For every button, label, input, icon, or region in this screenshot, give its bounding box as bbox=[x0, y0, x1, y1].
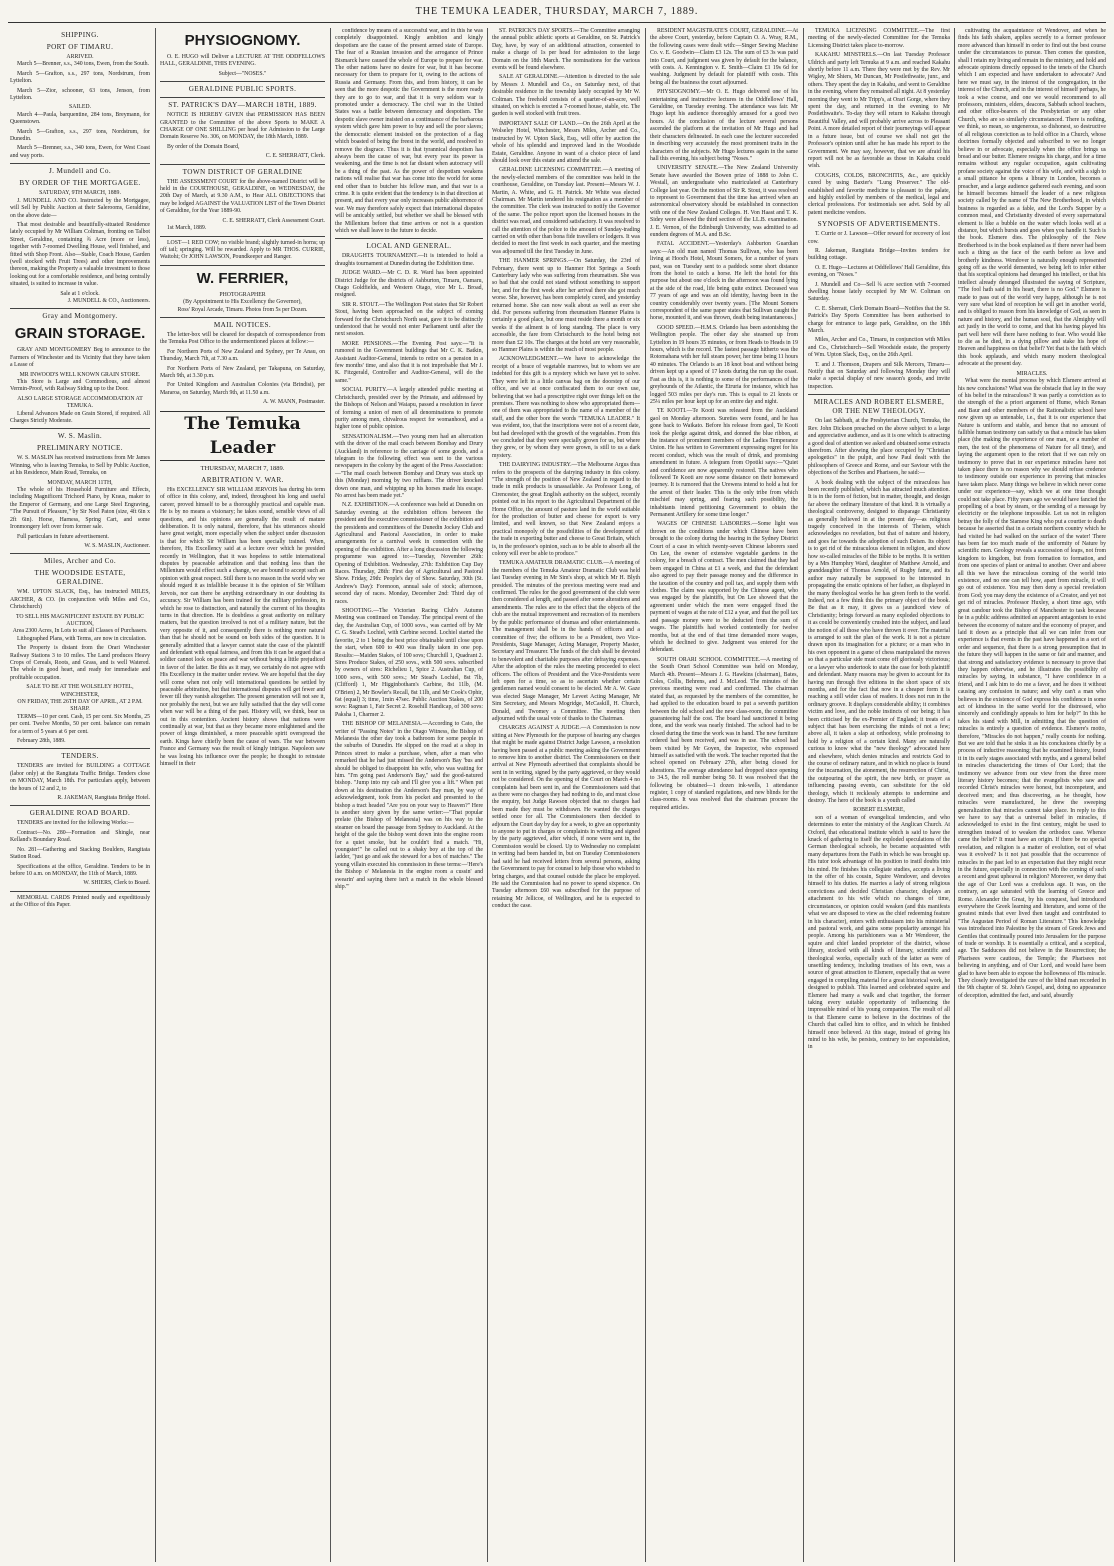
section-heading: PORT OF TIMARU. bbox=[46, 43, 114, 51]
article-paragraph: GRAY AND MONTGOMERY Beg to announce to the Farmers of Winchester and its Vicinity that they have taken a Lease of bbox=[10, 347, 150, 369]
centered-line: (By Appointment to His Excellency the Governor), bbox=[183, 299, 302, 306]
article-paragraph: SHOOTING.—The Victorian Racing Club's Autumn Meeting was continued on Tuesday. The principal event of the day, the Australian Cup, of 1000 sovs., was carried off by Mr C. G. Stead's Lochiel, with Carbine second. Lochiel started the favorite, 2 to 1 being the best price obtainable until close upon the start, when 600 to 400 was finally taken in one pop. Results:—Maiden Stakes, of 100 sovs; Churchill 1, Quadrant 2. Sires Produce Stakes, of 250 sovs., with 500 sovs. subscribed by owners of sires: Richelieu 1, Spice 2. Australian Cup, of 1000 sovs., with 500 sovs.; Mr Stead's Lochiel, 8st 7lb, (Clifford) 1, Mr Higginbotham's Carbine, 8st 11lb, (M. O'Brien) 2, Mr Bowler's Recall, 8st 11lb, and Mr Cook's Ophir, 6st (equal) 3; time, 1min 47sec. Public Auction Stakes, of 200 sovs: Ragman 1, Fair Secret 2. Rosehill Handicap, of 300 sovs: Paksha 1, Charmer 2. bbox=[335, 608, 483, 718]
article-paragraph: For Northern Ports of New Zealand and Sydney, per Te Anau, on Thursday, March 7th, at 7.30 a.m. bbox=[160, 348, 325, 363]
divider bbox=[10, 308, 150, 309]
article-paragraph: W. S. MASLIN has received instructions from Mr James Winning, who is leaving Temuka, to Sell by Public Auction, at his Residence, Main Road, Temuka, on bbox=[10, 455, 150, 477]
section-heading: PRELIMINARY NOTICE. bbox=[37, 444, 123, 453]
article-paragraph: IMPORTANT SALE OF LAND.—On the 26th April at the Wolseley Hotel, Winchester, Messrs Miles, Archer and Co., instructed by W. Upton Slack, Esq., will offer by auction the whole of his splendid and improved land in the Woodside Estate, Geraldine. Anyone in want of a choice piece of land should look over this estate and attend the sale. bbox=[492, 120, 640, 164]
article-paragraph: PHYSIOGNOMY.—Mr O. E. Hugo delivered one of his entertaining and instructive lectures in the Oddfellows' Hall, Geraldine, on Tuesday evening. The attendance was fair. Mr Hugo kept his audience thoroughly amused for a good two hours. At the conclusion of the lecture several persons ascended the platform at the invitation of Mr Hugo and had their characters delineated. In each case the lecturer succeeded in describing very accurately the most prominent traits in the characters of the subjects. Mr Hugo lectures again in the same hall this evening, his subject being "Noses." bbox=[650, 89, 798, 162]
signature-line: R. JAKEMAN, Rangitata Bridge Hotel. bbox=[57, 795, 150, 802]
centered-line: ALSO LARGE STORAGE ACCOMMODATION AT TEMUKA. bbox=[17, 395, 143, 410]
article-paragraph: TENDERS are invited for BUILDING a COTTAGE (labor only) at the Rangitata Traffic Bridge. Tenders close on MONDAY, March 18th. For particulars apply, between the hours of 12 and 2, to bbox=[10, 763, 150, 792]
article-paragraph: THE BISHOP OF MELANESIA.—According to Cato, the writer of "Passing Notes" in the Otago Witness, the Bishop of Melanesia the other day took a bathroom for some people in the suburbs of Dunedin. He slipped on the road at a shop in Princes street to make a purchase, when, after a man who remarked that he had just missed the Anderson's Bay 'bus and should be obliged to disappoint his wife, who was waiting for him. "I'm going past Anderson's Bay," said the good-natured bishop. "Jump into my cab and I'll give you a lift." When put down at his destination the Anderson's Bay man, by way of acknowledgment, took from his pocket and presented to the bishop a tract headed "Are you on your way to Heaven?" Here is another story given by the same writer:—"That popular prelate (the Bishop of Melanesia) was on his way to the steamer on board the passage from Sydney to Auckland. At the height of the gale the bishop went down into the engine room for a quiet smoke, but he couldn't find a match. "Hi, youngster!" he called out to a shaky boy at the top of the ladder, "just go and ask the steward for a box of matches." The young villain executed his commission in these terms:—'Here's the Bishop o' Melanesia in the engine room a cussin' and swearin' and saying there isn't a match in the whole blessed ship.'" bbox=[335, 721, 483, 891]
section-heading: TENDERS. bbox=[61, 752, 99, 761]
article-paragraph: TE KOOTI.—Te Kooti was released from the Auckland gaol on Monday afternoon. Sureties were found, and he has gone back to Waikato. Before his release from gaol, Te Kooti took the pledge against drink, and donned the blue ribbon, at the instance of prominent members of the Ladies Temperance Union. He has written to Government expressing regret for his recent conduct, which was the result of drink, and promising amendment in future. A telegram from Opotiki says:—"Quiet and confidence are now apparently restored. The natives who followed Te Kooti are now some distance on their homeward journey. It is rumored that the Urewera intend to hold a hui for the arrest of their leader. This is the only tribe from which mischief may spring, and fearing such possibility, the inhabitants intend petitioning Government to obtain the Permanent Artillery for some time longer." bbox=[650, 408, 798, 518]
article-paragraph: confidence by means of a successful war, and in this he was completely disappointed. Kingly ambition and kingly despotism are the cause of the present armed state of Europe. The fear of a Russian invasion and the arrogance of Prince Bismarck have caused the whole of Europe to prepare for war. The other nations have no desire for war, but it has become necessary for them to prepare for it, owing to the actions of Russia and Germany. From this, and from history, it can be seen that the more despotic the Government is the more ready they are to go to war, and that it is very seldom war is promoted under a democracy. The civil war in the United States was a battle between democracy and despotism. The despotic slave owner insisted on a continuance of the barbarous system which gave him power to buy and sell the poor slaves; the democratic element insisted on the protection of a flag which boasted of being the freest in the world, and resolved to remove the disgrace. Thus it is that tyrannical despotism has always been the cause of war, but every year its power is weakening, and the time is not far distant when autocracy will be a thing of the past. As the power of despotism weakens nations will realise that war has come into the world for some end other than to butcher his fellow man, and that war is a crime. It is quite evident that the tendency is in that direction at present, and that every year only increases public abhorrence of war. We may therefore safely expect that international disputes will be amicably settled, but whether we shall be blessed with the Millenium before that time arrives or not is a question which we shall leave to the future to decide. bbox=[335, 28, 483, 234]
section-heading: SHIPPING. bbox=[61, 31, 99, 39]
article-paragraph: R. Jakeman, Rangitata Bridge—Invites tenders for building cottage. bbox=[808, 247, 950, 262]
article-paragraph: March 4—Paula, barquentine, 284 tons, Breymann, for Queenstown. bbox=[10, 111, 150, 126]
article-paragraph: SALE AT GERALDINE.—Attention is directed to the sale by Messrs J. Mundell and Co., on Saturday next, of that desirable residence in the township lately occupied by Mr W. Coltman. The freehold consists of a quarter-of-an-acre, well situated, on which is erected a 7-roomed house, stable, etc. The garden is well stocked with fruit trees. bbox=[492, 74, 640, 118]
article-paragraph: THE HANMER SPRINGS.—On Saturday, the 23rd of February, there went up to Hanmer Hot Springs a South Canterbury lady who was suffering from rheumatism. She was so bad that she could not stand without something to support her, and for the first week after her arrival there she got much worse. She, however, has been completely cured, and yesterday returned home. She can now walk about as well as ever she did. For persons suffering from rheumatism Hanmer Plains is certainly a good place, but one must reside there a month or six weeks if the ailment is of long standing. The place is very accessible, the fare from Christchurch to the hotel being not more than £2 10s. The charges at the hotel are very reasonable, so Hanmer Plains is within the reach of most people. bbox=[492, 258, 640, 354]
divider bbox=[160, 265, 325, 266]
column-1 bbox=[10, 28, 150, 1562]
section-heading: GERALDINE PUBLIC SPORTS. bbox=[188, 85, 297, 94]
article-paragraph: RESIDENT MAGISTRATE'S COURT, GERALDINE.—At the above Court, yesterday, before Captain O. A. Wray, R.M., the following cases were dealt with:—Singer Sewing Machine Co. v. E. Goodwin—Claim £3 12s. The sum of £3 3s was paid into Court, and judgment was given by default for the balance, with costs. A. Kennington v. E. Smith—Claim £1 19s 6d for washing. Judgment by default for plaintiff with costs. This being all the business the court adjourned. bbox=[650, 28, 798, 86]
column-rule bbox=[645, 28, 646, 1562]
section-heading: Gray and Montgomery. bbox=[42, 312, 118, 321]
centered-line: MIRACLES. bbox=[1016, 370, 1048, 377]
article-paragraph: SIR R. STOUT.—The Wellington Post states that Sir Robert Stout, having been approached on the subject of coming forward for the Christchurch North seat, gave it to be distinctly understood that he would not enter Parliament until after the next session. bbox=[335, 301, 483, 338]
article-paragraph: son of a woman of evangelical tendencies, and who determines to enter the ministry of the Anglican Church. At Oxford, that educational institute which is said to have the knack of gathering to itself the exploded speculations of the German theological schools, he became acquainted with many departures from the Faith in which he was brought up. His tutor took advantage of his position to instil doubts into his mind. He finishes his collegiate studies, accepts a living in the offer of his cousin, Squire Wendover, and devotes himself to his duties. He marries a lady of strong religious convictions and decided Christian character, displays an attachment to his wife which no changes of time, circumstances, or opinion could weaken (and this manifests what we are disposed to view as the chief redeeming feature in his character), enters with enthusiasm into his ministerial and pastoral work, and gains some popularity amongst his people. Among his parishioners was a Mr Wendover, the squire and chief landed proprietor of the district, whose library, stocked with all kinds of literary, scientific and theological works, especially such of the latter as were of unsettling tendency, including treatises of his own, was a source of great attraction to Elsmere, especially that as wave engaged in compiling material for a great historical work, he designed to publish. This learned and celebrated squire and Elsmere had many a walk and chat together, the former taking every suitable opportunity of influencing the impressible mind of his young companion. The result of all is that Elsmere came to believe in the doctrines of the Church that called him to office, and in which he finished himself once believed. At this stage, instead of giving his mind to his wife, he persists, contrary to her expostulation, in bbox=[808, 814, 950, 1051]
centered-line: Area 2300 Acres, In Lots to suit all Classes of Purchasers. bbox=[12, 628, 148, 635]
article-paragraph: FATAL ACCIDENT.—Yesterday's Ashburton Guardian says:—An old man named Thomas Sullivan, who has been living at Hood's Hotel, Mount Somers, for a number of years past, was on Tuesday sent to a paddock some short distance from the hotel to catch a horse. He left the hotel for this purpose but about one o'clock in the afternoon was found lying at the side of the road, life being quite extinct. Deceased was 77 years of age and was an old identity, having been in the country considerably over twenty years. [The Mount Somers correspondent of the same paper states that Sullivan caught the horse, mounted it, and was thrown, death being instantaneous.] bbox=[650, 241, 798, 322]
centered-line: ROBERT ELSMERE, bbox=[853, 807, 905, 814]
article-paragraph: March 5—Grafton, s.s., 297 tons, Nordstrum, from Lyttelton. bbox=[10, 70, 150, 85]
article-paragraph: That most desirable and beautifully-situated Residence lately occupied by Mr William Coltman, fronting on Talbot Street, Geraldine, containing ¾ Acre (more or less), together with 7-roomed Dwelling House, well finished, and fitted with Shop Front. Also—Stable, Coach House, Garden (well stocked with Fruit Trees) and other improvements thereon, making the Property a valuable investment to those looking out for a comfortable residence, and being centrally situated, is suited to increase in value. bbox=[10, 221, 150, 288]
article-paragraph: 1st March, 1889. bbox=[167, 225, 207, 232]
article-paragraph: O. E. HUGO will Deliver a LECTURE AT THE ODDFELLOWS HALL, GERALDINE, THIS EVENING. bbox=[160, 54, 325, 68]
column-6 bbox=[808, 28, 950, 1562]
divider bbox=[335, 238, 483, 239]
divider bbox=[808, 394, 950, 395]
section-heading: GERALDINE ROAD BOARD. bbox=[29, 809, 131, 818]
article-paragraph: ST. PATRICK'S DAY SPORTS.—The Committee arranging the annual public athletic sports at Geraldine, on St. Patrick's Day, have, by way of an additional attraction, consented to make a charge of 1s per head for admission to the large Domain on the 18th March. The nominations for the various events will be found elsewhere. bbox=[492, 28, 640, 72]
article-paragraph: For Northern Ports of New Zealand, per Takapuna, on Saturday, March 9th, at 3.30 p.m. bbox=[160, 365, 325, 379]
article-paragraph: February 28th, 1889. bbox=[17, 738, 66, 745]
masthead-title: The Temuka Leader bbox=[160, 411, 325, 461]
divider bbox=[10, 748, 150, 749]
centered-line: SALE TO BE AT THE WOLSELEY HOTEL, WINCHESTER, bbox=[26, 684, 134, 698]
section-heading: TOWN DISTRICT OF GERALDINE bbox=[182, 167, 303, 176]
article-paragraph: UNIVERSITY SENATE.—The New Zealand University Senate have awarded the Bowen prize of 1888 to John C. Westall, an undergraduate who matriculated at Canterbury College last year. On the motion of Sir R. Stout, it was resolved to represent to Government that the time has arrived when an astronomical observatory should be established in connection with one of the New Zealand Colleges. H. Von Haast and T. K. Sidey were allowed the third section of the LL.B. examination. J. E. Vernon, of the Edinburgh University, was admitted to ad eundem degrees of M.A. and B.Sc. bbox=[650, 165, 798, 238]
article-paragraph: THE DAIRYING INDUSTRY.—The Melbourne Argus thus refers to the prospects of the dairying industry in this colony. "The strength of the position of New Zealand in regard to the trade in milk products is unassailable. As Professor Long, of Cirencester, the great English authority on the subject, recently pointed out in his report to the Agricultural Department of the Home Office, the amount of pasture land in the world suitable for the production of butter and cheese for export is very limited, and well known, so that New Zealand enjoys a practical monopoly of the possibilities of the development of the trade in exporting butter and cheese to Great Britain, which is, in the professor's opinion, such as to be able to absorb all the colony will ever be able to produce." bbox=[492, 462, 640, 558]
column-7 bbox=[958, 28, 1106, 1562]
centered-line: TO SELL HIS MAGNIFICENT ESTATE BY PUBLIC AUCTION, bbox=[15, 613, 145, 627]
centered-line: MONDAY, MARCH 11TH, bbox=[47, 479, 113, 486]
article-paragraph: C. E. Sherratt, Clerk Domain Board—Notifies that the St. Patrick's Day Sports Committee has been authorised to charge for entrance to large park, Geraldine, on the 18th March. bbox=[808, 305, 950, 335]
section-heading: THE WOODSIDE ESTATE, GERALDINE. bbox=[34, 569, 126, 587]
issue-date: THURSDAY, MARCH 7, 1889. bbox=[200, 464, 285, 472]
article-paragraph: On last Sabbath, at the Presbyterian Church, Temuka, the Rev. John Dickson preached on the above subject to a large and appreciative audience, and as it is one which is attracting a good deal of attention we asked and obtained some extracts therefrom. After showing the place occupied by "Christian apologetics" in the pulpit, and how Paul dealt with the philosophers of Greece and Rome, and our Saviour with the objections of the Scribes and Pharisees, he said:— bbox=[808, 418, 950, 477]
divider bbox=[10, 428, 150, 429]
article-paragraph: GERALDINE LICENSING COMMITTEE.—A meeting of the newly-elected members of the committee was held in the courthouse, Geraldine, on Tuesday last. Present—Messrs W. J. Martin, A. White, and G. H. Patrick. Mr White was elected Chairman. Mr Martin tendered his resignation as a member of the committee. The clerk was instructed to notify the Governor of the same. The police report upon the licensed houses in the district was read, and considered satisfactory. It was resolved to call the attention of the police to the amount of Sunday-trading carried on with other than bona fide travellers or lodgers. It was decided to meet the first week in each quarter, and the meeting was adjourned till the first Tuesday in June. bbox=[492, 167, 640, 255]
article-paragraph: O. E. Hugo—Lectures at Oddfellows' Hall Geraldine, this evening, on "Noses." bbox=[808, 264, 950, 279]
article-paragraph: The letter-box will be cleared for despatch of correspondence from the Temuka Post Office to the undermentioned places at follow:— bbox=[160, 331, 325, 346]
article-paragraph: Lithographed Plans, with Terms, are now in circulation. bbox=[17, 635, 147, 642]
display-heading: W. FERRIER, bbox=[196, 269, 289, 287]
article-paragraph: N.Z. EXHIBITION.—A conference was held at Dunedin on Saturday evening at the exhibition offices between the president and the executive commissioner of the exhibition and the presidents and committees of the Dunedin Jockey Club and Agricultural and Pastoral Association, in order to make arrangements for a carnival week in connection with the opening of the exhibition. After a long discussion the following programme was agreed to:—Tuesday, November 26th: Opening of Exhibition. Wednesday, 27th: Exhibition Cup Day Races. Thursday, 28th: First day of Agricultural and Pastoral Show. Friday, 29th: People's day of Show. Saturday, 30th (St. Andrew's Day): Forenoon, annual sale of stock; afternoon, second day of races. Monday, December 2nd: Third day of races. bbox=[335, 502, 483, 605]
divider bbox=[10, 891, 150, 892]
column-4 bbox=[492, 28, 640, 1562]
article-paragraph: JUDGE WARD.—Mr C. D. R. Ward has been appointed District Judge for the districts of Ashburton, Timaru, Oamaru, Otago Goldfields, and Western Otago, vice Mr L. Broad, resigned. bbox=[335, 270, 483, 299]
section-heading: W. S. Maslin. bbox=[57, 432, 103, 441]
display-heading: PHYSIOGNOMY. bbox=[184, 32, 301, 49]
article-paragraph: No. 281—Gathering and Stacking Boulders, Rangitata Station Road. bbox=[10, 846, 150, 861]
article-paragraph: Miles, Archer and Co., Timaru, in conjunction with Miles and Co., Christchurch—Sell Woodside estate, the property of Wm. Upton Slack, Esq., on the 26th April. bbox=[808, 337, 950, 359]
article-paragraph: CHARGES AGAINST A JUDGE.—A Commission is now sitting at New Plymouth for the purpose of hearing any charges that might be made against District Judge Lawson, a resolution having been passed at a public meeting asking the Government to remove him to another district. The Commissioners on their arrival at New Plymouth advertised that complaints should be sent in in writing, signed by the party aggrieved, or they would not be considered. On the opening of the Court on March 4 no complaints had been sent in, and the Commissioners said that as there were no charges they had nothing to do, and must close the enquiry, but Judge Rawson objected that no charges had been made they must be withdrawn. He wanted the charges settled once for all. The Commissioners then decided to adjourn the Court day by day for a week, to give an opportunity to anyone to put in charges or complaints in writing and signed by the party aggrieved, after which, if none were sent in, the Commission would be closed. Up to Wednesday no complaint in writing had been handed in, but on Tuesday Commissioners had said he had received letters from several persons, asking the Government to pay for counsel to help those who wished to bring charges, and that counsel outside the place be employed. He said the Commission had no power to spend sixpence. On Tuesday afternoon £60 was subscribed for the purpose of retaining Mr Jellicoe, of Wellington, and he is expected to conduct the case. bbox=[492, 725, 640, 910]
column-rule bbox=[487, 28, 488, 1562]
article-paragraph: SOCIAL PURITY.—A largely attended public meeting at Christchurch, presided over by the Primate, and addressed by the Bishops of Nelson and Waiapu, passed a resolution in favor of forming a union of men of all denominations to promote purity among men, chivalrous respect for womanhood, and a higher tone of public opinion. bbox=[335, 387, 483, 431]
column-rule bbox=[803, 28, 804, 1562]
masthead: THE TEMUKA LEADER, THURSDAY, MARCH 7, 1889. bbox=[415, 6, 699, 17]
section-heading: ARBITRATION V. WAR. bbox=[201, 476, 284, 484]
article-paragraph: TENDERS are invited for the following Works:— bbox=[17, 820, 134, 827]
article-paragraph: SENSATIONALISM.—Two young men had an altercation with the driver of the mail coach between Bombay and Drury (Auckland) in reference to the carriage of some goods, and a telegram to the following effect was sent to the various newspapers in the colony by the agent of the Press Association:—"The mail coach between Bombay and Drury was stuck up this (Monday) morning by two ruffians. The driver knocked down one man, and whipping up his horses made his escape. No arrest has been made yet." bbox=[335, 433, 483, 499]
signature-line: C. E. SHERRATT, Clerk Assessment Court. bbox=[222, 217, 325, 224]
signature-line: J. MUNDELL & CO., Auctioneers. bbox=[67, 297, 150, 304]
divider bbox=[160, 164, 325, 165]
divider bbox=[160, 236, 325, 237]
column-5 bbox=[650, 28, 798, 1562]
column-rule bbox=[330, 28, 331, 1562]
signature-line: W. SHIERS, Clerk to Board. bbox=[83, 880, 150, 887]
article-paragraph: For United Kingdom and Australian Colonies (via Brindisi), per Mararoa, on Saturday, March 9th, at 11.50 a.m. bbox=[160, 382, 325, 396]
article-paragraph: MORE PENSIONS.—The Evening Post says:—"It is rumored in the Government buildings that Mr C. K. Batkin, Assistant Auditor-General, intends to retire on a pension in a few months' time, and also that it is not improbable that Mr J. K. Fitzgerald, Controller and Auditor-General, will do the same." bbox=[335, 340, 483, 384]
section-heading: MIRACLES AND ROBERT ELSMERE, OR THE NEW THEOLOGY. bbox=[813, 398, 945, 416]
centered-line: PHOTOGRAPHER bbox=[219, 291, 266, 298]
divider bbox=[160, 97, 325, 98]
article-paragraph: SOUTH ORARI SCHOOL COMMITTEE.—A meeting of the South Orari School Committee was held on Monday, March 4th. Present—Messrs J. G. Hawkins (chairman), Bates, Coles, Collis, Behrens, and J. McLeod. The minutes of the previous meeting were read and confirmed. The chairman stated that, as requested by the members of the committee, he had applied to the education board to put a seventh partition between the old school and the new class-room, the committee guaranteeing half the cost. The board had sanctioned it being done, and the work was nearly finished. The school had to be closed during the time the work was in hand. The new furniture ordered had been received, and was in use. The school had been visited by Mr Goyen, the Inspector, who expressed himself as satisfied with the work. The teacher reported that the school opened on February 27th, after being closed for alterations. The average attendance had dropped since opening to 34.5, the roll number being 50. It was resolved that the following be obtained—1 dozen ink-wells, 1 attendance register, 1 copy of standard regulations, and new blinds for the class-rooms. It was resolved that the chairman procure the required articles. bbox=[650, 656, 798, 811]
section-heading: LOCAL AND GENERAL. bbox=[366, 242, 452, 251]
article-paragraph: cultivating the acquaintance of Wendover, and when he finds his faith shaken, applies secretly to a former professor more advanced than himself in order to find out the best course under the circumstances to pursue. Then comes the question, shall I retain my living and remain in the ministry, and hold and advocate opinions directly opposed to the tenets of the Church which I am expected and have undertaken to advocate? And here we must say, in the interest of the congregation, in the interest of the Church, and in the interest of himself perhaps, he took a wise course, and one we would recommend to all professors, ministers, elders, deacons, Sabbath school teachers, and other office-bearers of the Presbyterian or any other Church, who are so similarly circumstanced. There is nothing, we think, so mean, so ungenerous, so dishonest, so destructive of all religious conviction as to hold office in a Church, whose doctrines formally objected and subscribed to we no longer believe in or advocate, especially when the office brings us bread and our butter. Elsmere resigns his charge, and for a time remains without any regular occupation, again cultivating profane society against the voice of his wife, and with a sigh to a small pittance he opens a library in London, becomes a preacher, and a large audience gathered each evening, and soon he himself becomes himself the leader of a new religious society called by the name of The New Brotherhood, in which business is regarded as a fable, and the Lord's Supper by a common meal, and Christianity divested of every supernatural element is like a bubble on the water which looks well at a distance, but which bursts and goes when you handle it. Such is the book. Elsmere dies. The philosophy of the New Brotherhood is in the book explained as if there never had been such a thing as the face of the earth before as love and brotherly kindness. Wendover is naturally enough represented going off as the world demented, we being left to infer either that his sceptical opinions had deranged his intellect, or that his intellect already deranged illustrated the saying of Scripture, "The fool hath said in his heart, there is no God." Elsmere is made to pass out of the world very happy, although he is not very sure what kind of reception he will get in another world, and is obliged to reason from his knowledge of God, as seen in nature and history, and the human soul, that the Almighty will act justly in the world to come, and that his having played his part well here will there have nothing to fear. Who would like to die as he died, in a dying pillow and stake his hope of Heaven and happiness on that belief? Yet that is the faith which this book applauds, and which many modern theological advocate at the present day. bbox=[958, 28, 1106, 368]
centered-line: SAILED. bbox=[68, 104, 92, 111]
centered-line: ARRIVED. bbox=[66, 54, 94, 60]
section-heading: BY ORDER OF THE MORTGAGEE. bbox=[19, 179, 141, 188]
article-paragraph: TERMS—10 per cent. Cash, 15 per cent. Six Months, 25 per cent. Twelve Months, 50 per cent. balance can remain for a term of 5 years at 6 per cent. bbox=[10, 713, 150, 735]
article-paragraph: By order of the Domain Board, bbox=[167, 143, 240, 150]
article-paragraph: DRAUGHTS TOURNAMENT.—It is intended to hold a draughts tournament at Dunedin during the Exhibition time. bbox=[335, 253, 483, 267]
article-paragraph: T. Currie or J. Lawson—Offer reward for recovery of lost cow. bbox=[808, 231, 950, 245]
divider bbox=[160, 81, 325, 82]
signature-line: W. S. MASLIN, Auctioneer. bbox=[84, 542, 150, 549]
article-paragraph: ACKNOWLEDGMENT.—We have to acknowledge the receipt of a brace of vegetable marrows, but to whom we are indebted for this gift is a mystery which we have yet to solve. They were left in a little canvas bag on the doorstep of our office, and we at once confiscated them to our own use, believing that we had a prescriptive right over things left on the premises. There was nothing to show who appropriated them—one of them was appropriated to the name of a member of the staff, and the other bore the words "TEMUKA LEADER." It was evident, too, that the inscriptions were not of a recent date, but had developed with the growth of the vegetables. From this we concluded that they were specially grown for us, but where they grew, or by whom they were grown, is still to us a dark mystery. bbox=[492, 356, 640, 459]
article-paragraph: MEMORIAL CARDS Printed neatly and expeditiously at the Office of this Paper. bbox=[10, 894, 150, 909]
article-paragraph: What were the mental process by which Elsmere arrived at his new conclusions? What was the obstacle that lay in the way of his belief in the miraculous? It was partly a conviction as to the strength of the a priori argument of Hume, which Renan and Baur and other members of the Rationalistic school have now given up as untenable, i.e., that it is our experience that Nature is uniform and stable, and hence that no amount of fallible human testimony can satisfy us that a miracle has taken place (the making the experience of one man, or a number of men, the test of the phenomena of Nature for all time), and laying the argument open to the retort that if we can rely on testimony to prove that in our experience miracles have not taken place there is no reason why we should refuse credence to testimony outside our experience in proving that miracles have taken place. Many things we believe in which never come under our experience—say, which we at one time thought could not take place. Fifty years ago we would have fancied the propelling of a boat by steam, or the sending of a message by electricity or the telephone impossible. Let us not in religion betray the folly of the Siamese King who put a courtier to death because he asserted that in a certain northern country which he had visited he had walked on the surface of the water! There has been far too much made of the uniformity of Nature by scientific men. Geology reveals a succession of leaps, not from kingdom to kingdom, but from formation to formation, and from one species of plant or animal to another. Over and above all this we have the miraculous coming of the world into existence, and no one can tell how, apart from miracle, it will go out of existence. You may then deny a special revelation from God; you may deny the existence of a Creator, and yet not get rid of miracles. Professor Huxley, a short time ago, with great candour took the Bishop of Manchester to task because he in a public address admitted an apparent antagonism to exist between the economy of nature and the economy of prayer, and laid it down as a principle that all we can infer from our experience is that events in the past have happened in a sort of order and sequence, that there is a strong presumption that in the future they will happen in the same or fair and manner, and that strong and satisfactory evidence is necessary to prove that they happen otherwise, and he illustrates the possibility of miracles by saying, in substance, "I have confidence in a friend, and I ask him to do me a favor, and he does it without causing any confusion in nature; and why can't a man who believes in the existence of God express his confidence in some act of kindness in the same world for the distressed, who sincerely and confidingly appeals to him for help?" In this he takes his stand with Mill, in admitting that the question of miracles is entirely a question of evidence. Elsmere's motto, therefore, "Miracles do not happen," really counts for nothing. But we are told that he sinks it as his conclusions chiefly by a process of inductive reasoning; that he examined history, found it in its early stages associated with myths, and a general belief in miracles characterizing the times of Our Lord; that the testimony we advance from our view from the three more literary history becomes; that the evangelists who saw and recorded Christ's miracles were honest, but incompetent, and deceived men; and thus discovering, as he thought, how miracles were manufactured, he drew the sweeping generalization that miracles cannot take place. In reply to this we have to say that a universal belief in miracles, if acknowledged to exist in the first century, might be used to strengthen instead of to weaken the orthodox case. Whence came the belief? It must have an origin. If there be no special revelation, and religion is a matter of evolution, out of what was it evolved? Is it not just possible that the occurrence of miracles in the past led to an expectation that they might recur in the future, especially in connection with the coming of such a recent and great upheaval in religion? Moreover, we deny that the age of Our Lord was a credulous age. It was, on the contrary, an age saturated with the learning of Greece and Rome. Alexander the Great, by his conquest, had introduced everywhere the Greek learning and literature, and some of the greatest minds that ever lived then taught and contributed to "The Augustan Period of Roman Literature." This knowledge was introduced into Palestine by the stream of Greek Jews and Gentiles that continually poured into Jerusalem for the purpose of trade or worship. It is essentially a critical, and a sceptical, age. The Sadducees did not believe in the Resurrection; the Pharisees were cautious, the Temple; the Pharisees not believing in anything, and of Our Lord, and would have been glad to have been able to expose the hollowness of His miracle. They closely investigated the cure of the blind man recorded in the 9th chapter of St. John's Gospel, and, doing no appearance of deception, admitted the fact, and said, absurdly bbox=[958, 378, 1106, 999]
article-paragraph: Liberal Advances Made on Grain Stored, if required. All Charges Strictly Moderate. bbox=[10, 410, 150, 425]
section-heading: Miles, Archer and Co. bbox=[43, 557, 117, 566]
article-paragraph: WM. UPTON SLACK, Esq., has instructed MILES, ARCHER, & CO. (in conjunction with Miles and Co., Christchurch) bbox=[10, 589, 150, 611]
article-paragraph: T. and J. Thomson, Drapers and Silk Mercers, Timaru—Notify that on Saturday and following Monday they will make a special display of new season's goods, and invite inspection. bbox=[808, 361, 950, 390]
centered-line: SATURDAY, 9TH MARCH, 1889. bbox=[39, 190, 121, 197]
article-paragraph: TEMUKA AMATEUR DRAMATIC CLUB.—A meeting of the members of the Temuka Amateur Dramatic Club was held last Tuesday evening in Mr Sim's shop, at which Mr H. Blyth presided. The minutes of the previous meeting were read and confirmed. The rules for the good government of the club were then considered at length, and passed after some alterations and amendments. The rules are to the effect that the objects of the club are the mutual improvement and recreation of its members by the public performance of dramas and other entertainments. The management shall be in the hands of officers and a committee of five; the officers to be a President, two Vice-Presidents, Stage Manager, Acting Manager, Property Master, Secretary and Treasurer. The funds of the club shall be devoted to benevolent and charitable purposes after defraying expenses. After the adoption of the rules the meeting proceeded to elect officers. The offices of President and the Vice-Presidents were left open for a time, so as to ascertain whether certain gentlemen named would consent to be elected. Mr A. W. Gaze was elected Stage Manager, Mr Leveet Acting Manager, Mr Sim Secretary, and Messrs Mogridge, McCaskill, H. Church, Donald, and Twomey a Committee. The meeting then adjourned with the usual vote of thanks to the Chairman. bbox=[492, 560, 640, 722]
article-paragraph: March 5—Brenner, s.s., 340 tons, Ewen, from the South. bbox=[17, 61, 149, 68]
article-paragraph: NOTICE IS HEREBY GIVEN that PERMISSION HAS BEEN GRANTED to the Committee of the above Sports to MAKE A CHARGE OF ONE SHILLING per head for Admission to the Large Domain Reserve No. 306, on MONDAY, the 18th March, 1889. bbox=[160, 112, 325, 141]
article-paragraph: Specifications at the office, Geraldine. Tenders to be in before 10 a.m. on MONDAY, the 11th of March, 1889. bbox=[10, 863, 150, 877]
section-heading: SYNOPSIS OF ADVERTISEMENTS. bbox=[817, 220, 941, 229]
top-rule bbox=[8, 22, 1106, 23]
divider bbox=[10, 553, 150, 554]
divider bbox=[10, 163, 150, 164]
centered-line: Sale at 1 o'clock. bbox=[60, 290, 100, 297]
article-paragraph: KAKAHU MINSTRELS.—On last Tuesday Professor Uldrich and party left Temuka at 9 a.m. and reached Kakahu shortly before 11 a.m. There they were met by the Rev. Mr Wigley, Mr Shiers, Mr Duncan, Mr Postlethwaite, junr., and others. They spent the day in Kakahu, and went to Geraldine in the evening, where they remained all night. At 8 yesterday morning they went to Mr Tripp's, at Orari Gorge, where they spent the day, and returned in the evening to Mr Postlethwaite's. To-day they will return to Kakahu through Beautiful Valley, and will probably arrive across to Pleasant Point. A more detailed report of their journeyings will appear in a future issue, but of course we shall not get the Professor's opinion until after he has made his report to the Government. We may say, however, that we are afraid his report will not be as favorable as those in Kakahu could wish. bbox=[808, 52, 950, 170]
article-paragraph: A book dealing with the subject of the miraculous has been recently published, which has attracted much attention. It is in the form of fiction, but in matter, thought, and design far above the ordinary literature of that kind. It is virtually a theological controversy, designed to disparage Christianity as generally believed in at the present day—as religious tragedy conceived in the interests of Theism, which acknowledges no revelation, but that of nature and history, and goes far towards the adoption of such Deism. Its object is to get rid of the miraculous element in religion, and show how so-called miracles of the Bible to be myths. It is written by a Mrs Humphry Ward, daughter of Matthew Arnold, and granddaughter of Thomas Arnold, of Rugby fame, and its author may naturally be supposed to be interested in propagating the erratic opinions of her father, as displayed in the many theological works he has given forth to the world. Indeed, not a few think this the primary object of the book. Be that as it may, it gives us a jaundiced view of Christianity; brings forward as many exploded objections to it as could be conveniently crushed into the subject, and laud the notion of all those who have thrown it over. The material is arranged to suit the plan of the work. It is not a picture drawn upon its imagination for a picture; or a man who in his own opponent in a game of chess manipulated the moves so that a particular side must come off gloriously victorious; or a lawyer who undertook to state the case for both plaintiff and defendant. Many reasons may be given to account for its having run through five editions in the short space of six months, and for the fact that now in a cheaper form it is reaching a still wider class of readers. It does not run in the ordinary groove. It displays considerable ability; it combines victim and love, and the noble instincts of our being; it has been criticised by the ex-Premier of England; it treats of a subject that has been exercising the minds of not a few; above all, it takes a slap at orthodoxy, while professing to hold by a religion of a certain kind. Many are naturally curious to know what the "new theology" advocated here and elsewhere, which denies miracles and restricts God to the course of ordinary nature, and in which no place is found for the incarnation, the atonement, the resurrection of Christ, the outpouring of the spirit, the new birth, or prayer as influencing passing events, can substitute for the old theology, which it recklessly attempts to undermine and destroy. The hero of the book is a youth called bbox=[808, 479, 950, 804]
signature-line: C. E. SHERRATT, Clerk. bbox=[265, 153, 325, 160]
article-paragraph: March 5—Brenner, s.s., 340 tons, Ewen, for West Coast and way ports. bbox=[10, 145, 150, 159]
article-paragraph: THE ASSESSMENT COURT for the above-named District will be held in the COURTHOUSE, GERALDINE, on WEDNESDAY, the 20th Day of March, at 9.30 A.M., to Hear ALL OBJECTIONS that may be lodged AGAINST the VALUATION LIST of the Town District of Geraldine, for the Year 1889-90. bbox=[160, 178, 325, 215]
centered-line: MR INWOOD'S WELL KNOWN GRAIN STORE. bbox=[19, 371, 141, 378]
article-paragraph: His EXCELLENCY SIR WILLIAM JERVOIS has during his term of office in this colony, and, indeed, throughout his long and useful career, proved himself to be a thoroughly practical and capable man. He is by no means a visionary; he takes sound, sensible views of all questions, and his opinions are generally the result of mature deliberation. It is only natural, therefore, that his utterances should have great weight, more especially when the subject under discussion is that for which Sir William has been specially trained. When, therefore, His Excellency said at a lecture over which he presided recently in Wellington, that it was hopeless to settle international disputes by peaceable arbitration and that nothing less than the Millenium would effect such a change, we are bound to accept such an opinion with great respect. Still there is no reason in the world why we should regard it as infallible because it is the opinion of Sir William Jervois, nor can there be anything extraordinary in our doubting its accuracy. Sir William has been trained for the military profession, in which he rose to distinction, and naturally the current of his thoughts turns in that direction. He is doubtless a great authority on military matters, but the question involved is not of a military nature, but the very opposite of it, and consequently there is nothing more natural than that he should not be sound on both sides of the question. It is generally admitted that a lawyer cannot state the case of the plaintiff and defendant with equal fairness, and from this it can be argued that a soldier cannot look on peace and war without being a little prejudiced in favor of the latter. Be this as it may, we certainly do not agree with His Excellency in the matter under review. We are hopeful that the day will come when not only will international questions be settled by peaceable arbitration, but that international disputes will get fewer and fewer till they vanish altogether. The present generation will not see it, nor probably the next, but we are fully satisfied that the day will come when war will be a thing of the past. History will, we think, bear us out in this contention. Ancient history shows that nations were continually at war, but that as they became more enlightened and the power of kings diminished, a more peaceable spirit overspread the earth. Kings have chiefly been the cause of wars. The war between France and Germany was the result of kingly intrigue. Napoleon saw he was losing his influence over the people; he thought to reinstate himself in their bbox=[160, 487, 325, 768]
article-paragraph: Contract—No. 280—Formation and Shingle, near Kelland's Boundary Road. bbox=[10, 829, 150, 844]
article-paragraph: TEMUKA LICENSING COMMITTEE.—The first meeting of the newly-elected Committee for the Temuka Licensing District takes place to-morrow. bbox=[808, 28, 950, 49]
column-3 bbox=[335, 28, 483, 1562]
article-paragraph: COUGHS, COLDS, BRONCHITIS, &c., are quickly cured by using Baxter's "Lung Preserver." The old-established and favorite medicine is pleasant to the palate, and highly extolled by members of the medical, legal and clerical professions. For testimonials see advt. Sold by all patent medicine vendors. bbox=[808, 172, 950, 216]
article-paragraph: GOOD SPEED.—H.M.S. Orlando has been astonishing the Wellington people. The other day she steamed up from Lyttelton in 19 hours 35 minutes, or from Heads to Heads in 19 hours, which is the record. The fastest passage hitherto was the Rotomahana with her full steam power, her time being 11 hours 40 minutes. The Orlando is an 18 knot boat and without being driven kept up a speed of 17 knots during the run up the coast. Fast as this is, it is nothing to some of the performances of the greyhounds of the Atlantic, the Etruria for instance, which has logged 503 miles per day's run. This is equal to 21 knots or 25¼ miles per hour kept up for an entire day and night. bbox=[650, 324, 798, 405]
article-paragraph: J. MUNDELL AND CO. Instructed by the Mortgagee, will Sell by Public Auction at their Salerooms, Geraldine, on the above date— bbox=[10, 197, 150, 219]
centered-line: ON FRIDAY, THE 26TH DAY OF APRIL, AT 2 P.M. SHARP. bbox=[17, 699, 143, 713]
divider bbox=[10, 805, 150, 806]
article-paragraph: J. Mundell and Co—Sell ¾ acre section with 7-roomed dwelling house lately occupied by Mr W. Coltman on Saturday. bbox=[808, 281, 950, 303]
display-heading: GRAIN STORAGE. bbox=[14, 325, 146, 343]
article-paragraph: Full particulars in future advertisement. bbox=[17, 533, 109, 540]
article-paragraph: March 5—Grafton, s.s., 297 tons, Nordstrum, for Dunedin. bbox=[10, 128, 150, 143]
section-heading: ST. PATRICK'S DAY—MARCH 18TH, 1889. bbox=[168, 101, 317, 110]
section-heading: MAIL NOTICES. bbox=[213, 320, 272, 329]
article-paragraph: LOST—1 RED COW; no visible brand; slightly turned-in horns; up off tail; springing. Will be rewarded. Apply to MR THOS. CURRIE, Waitohi; Or JOHN LAWSON, Poundkeeper and Ranger. bbox=[160, 239, 325, 261]
article-paragraph: March 5—Zior, schooner, 63 tons, Jenson, from Lyttelton. bbox=[10, 87, 150, 102]
article-paragraph: The Property is distant from the Orari Winchester Railway Stations 3 to 10 miles. The Land produces Heavy Crops of Cereals, Roots, and Grass, and is well Watered. The whole in good heart, and ready for immediate and profitable occupation. bbox=[10, 645, 150, 681]
article-paragraph: This Store is Large and Commodious, and almost Vermin-Proof, with Railway Siding up to the Door. bbox=[10, 379, 150, 393]
column-rule bbox=[954, 28, 955, 1562]
divider bbox=[160, 317, 325, 318]
section-heading: J. Mundell and Co. bbox=[48, 167, 112, 176]
centered-line: Subject—"NOSES." bbox=[218, 70, 267, 77]
centered-line: Ross' Royal Arcade, Timaru. Photos from 5s per Dozen. bbox=[177, 306, 308, 313]
article-paragraph: WAGES OF CHINESE LABORERS.—Some light was thrown on the conditions under which Chinese have been brought to the colony during the hearing in the Sydney District Court of a case in which twenty-seven Chinese laborers sued On Lee, the owner of extensive vegetable gardens in the colony, for a breach of contract. The men claimed that they had been engaged in China at £1 a week, and that the defendant also agreed to pay their passage money and the difference in the taxation of the country and poll tax, and supply them with clothes. The claim was supported by the Chinese agent, who was engaged by the plaintiffs, but On Lee showed that the agreement under which the men were engaged fixed the payment of wages at the rate of £12 a year, and that the poll tax and passage money were to be deducted from the sum of wages. The plaintiffs had worked contentedly for twelve months, but at the end of that time demanded more wages, which he declined to give. Judgment was entered for the defendant. bbox=[650, 521, 798, 654]
column-rule bbox=[155, 28, 156, 1562]
article-paragraph: The whole of his Household Furniture and Effects, including Magnificent Trichord Piano, by Kraus, maker to the Emperor of Germany, and one Large Steel Engraving, "The Pursuit of Pleasure," by Sir Noel Paton (size, 4ft 6in x 2ft 6in). Horse, Harness, Spring Cart, and some Ironmongery left over from former sale. bbox=[10, 487, 150, 531]
signature-line: A. W. MANN, Postmaster. bbox=[263, 399, 325, 406]
column-2 bbox=[160, 28, 325, 1562]
